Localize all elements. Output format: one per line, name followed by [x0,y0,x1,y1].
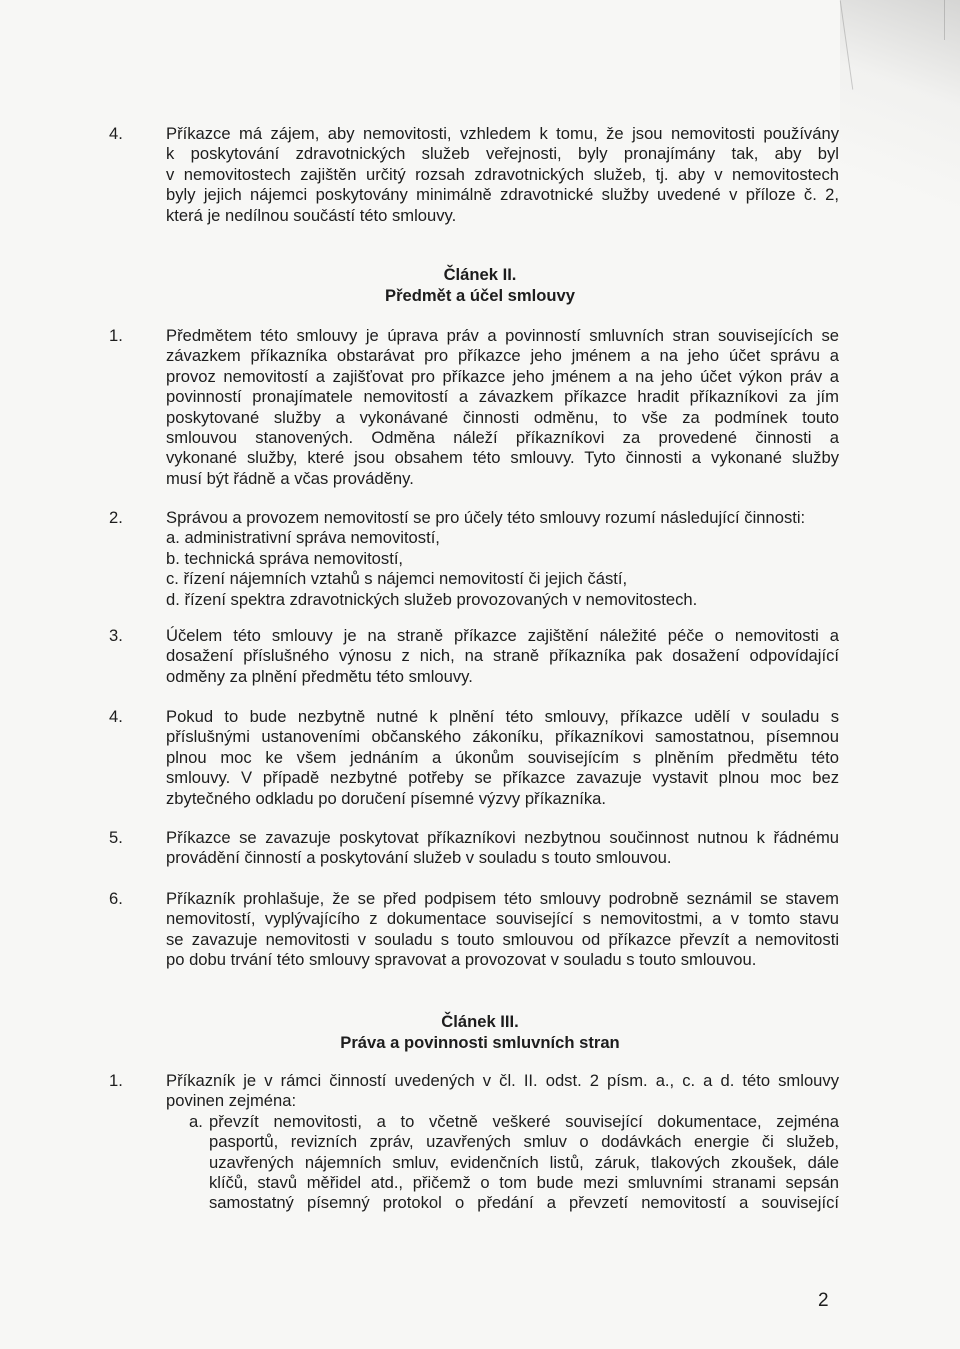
text-line: samostatný písemný protokol o předání a převzetí nemovitostí a související [209,1193,839,1213]
text-line: Předmětem této smlouvy je úprava práv a povinností smluvních stran souvisejících se [166,326,839,345]
text-line: Příkazce má zájem, aby nemovitosti, vzhledem k tomu, že jsou nemovitosti používány [166,124,839,143]
text-line: se zavazuje nemovitosti v souladu s touto smlouvou od příkazce převzít a nemovitosti [166,929,839,949]
text-line: Účelem této smlouvy je na straně příkazce zajištění náležité péče o nemovitosti a [166,626,839,645]
text-line: která je nedílnou součástí této smlouvy. [166,205,457,225]
article-subtitle: Předmět a účel smlouvy [385,286,575,305]
article-2-item-5 [109,828,839,869]
text-line: dosažení příslušného výnosu z nich, na straně příkazníka pak dosažení odpovídající [166,646,839,666]
article-title: Článek III. [441,1012,519,1031]
text-line: provoz nemovitostí a zajišťovat pro příkazce jeho jménem a na jeho účet výkon práv a [166,366,839,386]
scan-artifact [840,0,854,89]
sub-item-label: a. [189,1111,203,1131]
article-3-heading [0,1011,960,1053]
text-line: závazkem příkazníka obstarávat pro příkazce jeho jménem a na jeho účet správu a [166,346,839,366]
scan-artifact [944,0,945,40]
sublist-item: a. administrativní správa nemovitostí, [166,528,440,548]
text-line: plnou moc ke všem jednáním a úkonům souvisejícím s plněním předmětu této [166,747,839,767]
text-line: Příkazník je v rámci činností uvedených v čl. II. odst. 2 písm. a., c. a d. této smlouvy [166,1071,839,1090]
paragraph-number: 4. [109,707,123,726]
text-line: Příkazce se zavazuje poskytovat příkazníkovi nezbytnou součinnost nutnou k řádnému [166,828,839,847]
text-line: odměny za plnění předmětu této smlouvy. [166,666,473,686]
text-line: smlouvy. V případě nezbytné potřeby se příkazce zavazuje vystavit plnou moc bez [166,768,839,788]
text-line: příslušnými ustanoveními občanského zákoníku, příkazníkovi samostatnou, písemnou [166,727,839,747]
text-line: Příkazník prohlašuje, že se před podpisem této smlouvy podrobně seznámil se stavem [166,889,839,908]
sublist-item: b. technická správa nemovitostí, [166,548,404,568]
text-line: zbytečného odkladu po doručení písemné výzvy příkazníka. [166,788,606,808]
text-line: uzavřených nájemních smluv, evidenčních listů, záruk, tlakových zkoušek, dále [209,1152,839,1172]
article-3-item-1 [109,1071,839,1214]
text-line: provádění činností a poskytování služeb v souladu s touto smlouvou. [166,848,672,868]
paragraph-number: 1. [109,326,123,345]
text-line: pasportů, revizních zpráv, uzavřených smluv o dodávkách energie či služeb, [209,1132,839,1152]
page-number: 2 [818,1290,829,1311]
text-line: nemovitostí, vyplývajícího z dokumentace související s nemovitostmi, a v tomto stavu [166,909,839,929]
article-3-item-1-sub-a [189,1111,839,1214]
sublist-item: d. řízení spektra zdravotnických služeb provozovaných v nemovitostech. [166,589,698,609]
text-line: byly jejich nájemci poskytovány minimálně zdravotnické služby uvedené v příloze č. 2, [166,185,839,205]
article-2-heading [0,264,960,306]
scan-shadow [840,0,960,260]
paragraph-number: 4. [109,124,123,143]
paragraph-number: 2. [109,508,123,527]
paragraph-number: 6. [109,889,123,908]
article-2-item-4 [109,707,839,809]
article-subtitle: Práva a povinnosti smluvních stran [340,1033,620,1052]
article-2-item-2 [109,508,839,610]
article-title: Článek II. [443,265,517,284]
text-line: smlouvou stanovených. Odměna náleží příkazníkovi za provedené činnosti a [166,428,839,448]
text-line: Správou a provozem nemovitostí se pro účely této smlouvy rozumí následující činnosti: [166,508,806,527]
text-line: Pokud to bude nezbytně nutné k plnění této smlouvy, příkazce udělí v souladu s [166,707,839,726]
text-line: povinen zejména: [166,1091,297,1111]
text-line: musí být řádně a včas prováděny. [166,468,414,488]
text-line: povinností pronajímatele nemovitostí a závazkem příkazce hradit příkazníkovi za jím [166,387,839,407]
text-line: převzít nemovitosti, a to včetně veškeré související dokumentace, zejména [209,1111,839,1131]
paragraph-number: 3. [109,626,123,645]
text-line: v nemovitostech zajištěn určitý rozsah zdravotnických služeb, tj. aby v nemovitostech [166,164,839,184]
text-line: vykonané služby, které jsou obsahem této smlouvy. Tyto činnosti a vykonané služby [166,448,839,468]
paragraph-number: 5. [109,828,123,847]
text-line: k poskytování zdravotnických služeb veřejnosti, byly pronajímány tak, aby byl [166,144,839,164]
paragraph-number: 1. [109,1071,123,1090]
text-line: klíčů, stavů měřidel atd., přičemž o tom bude mezi smluvními stranami sepsán [209,1173,839,1193]
intro-paragraph [109,124,839,226]
text-line: poskytované služby a vykonávané činnosti odměnu, to vše za podmínek touto [166,407,839,427]
article-2-item-3 [109,626,839,687]
sublist-item: c. řízení nájemních vztahů s nájemci nemovitostí či jejich částí, [166,569,628,589]
article-2-item-6 [109,889,839,971]
text-line: po dobu trvání této smlouvy spravovat a provozovat v souladu s touto smlouvou. [166,950,757,970]
article-2-item-1 [109,326,839,489]
